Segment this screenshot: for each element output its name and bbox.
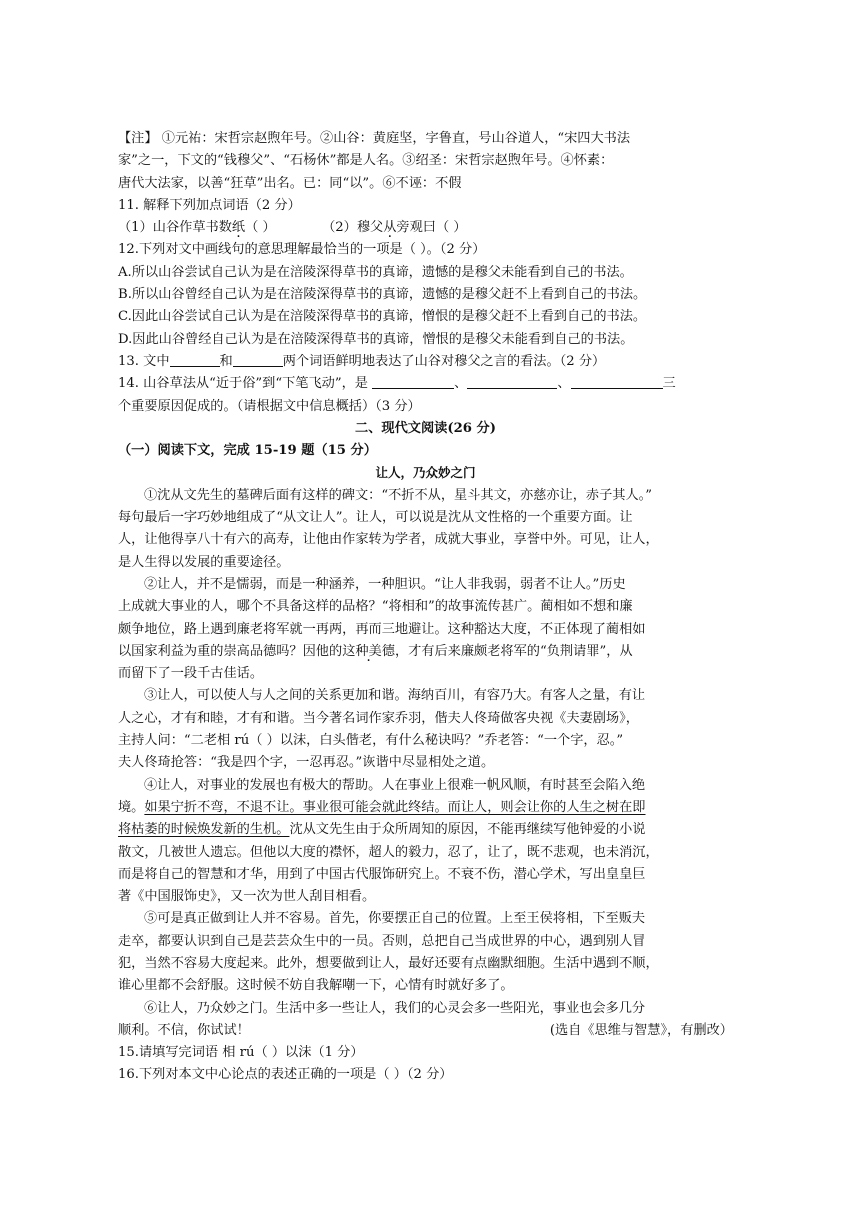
p5-line: 犯，当然不容易大度起来。此外，想要做到让人，最好还要有点幽默细胞。生活中遇到不顺， bbox=[118, 955, 659, 971]
p2-text: 以国家利益为重的崇高品德吗？因他的 bbox=[118, 643, 343, 659]
q14-text-post: 三 bbox=[662, 376, 676, 392]
question-12-option-a[interactable]: A.所以山谷尝试自己认为是在涪陵深得草书的真谛，遗憾的是穆父未能看到自己的书法。 bbox=[118, 264, 633, 280]
q11-item2-dotted-word: 从 bbox=[383, 220, 397, 236]
p6-line: ⑥让人，乃众妙之门。生活中多一些让人，我们的心灵会多一些阳光，事业也会多几分 bbox=[144, 1000, 646, 1016]
question-12-option-d[interactable]: D.因此山谷曾经自己认为是在涪陵深得草书的真谛，憎恨的是穆父未能看到自己的书法。 bbox=[118, 331, 634, 347]
q11-item1-dotted-word: 纸 bbox=[231, 220, 246, 236]
p4-line bbox=[118, 797, 733, 819]
p1-line: 每句最后一字巧妙地组成了“从文让人”。让人，可以说是沈从文性格的一个重要方面。让 bbox=[118, 510, 633, 526]
q14-separator: 、 bbox=[454, 376, 468, 392]
paragraph-5 bbox=[118, 908, 733, 997]
q11-item1-answer-paren[interactable]: （ ） bbox=[245, 220, 276, 236]
p3-line: 主持人问：“二老相 rú（ ）以沫，白头偕老，有什么秘诀吗？”乔老答：“一个字，忍。” bbox=[118, 733, 624, 749]
p4-underlined-sentence: 将枯萎的时候焕发新的生机。 bbox=[118, 822, 290, 838]
p4-text: 境。 bbox=[118, 799, 145, 815]
question-12-option-c[interactable]: C.因此山谷尝试自己认为是在涪陵深得草书的真谛，憎恨的是穆父赶不上看到自己的书法。 bbox=[118, 309, 647, 325]
question-12-stem: 12.下列对文中画线句的意思理解最恰当的一项是（ ）。（2 分） bbox=[118, 242, 486, 258]
p6-line bbox=[118, 1020, 733, 1042]
q11-item2-text: （2）穆父 bbox=[322, 220, 384, 236]
p2-dotted-phrase: 这种美德 bbox=[342, 643, 395, 659]
question-14-line-1 bbox=[118, 373, 733, 395]
q11-item2-answer[interactable]: 旁观曰（ ） bbox=[396, 220, 467, 236]
p5-line: ⑤可是真正做到让人并不容易。首先，你要摆正自己的位置。上至王侯将相，下至贩夫 bbox=[144, 911, 646, 927]
paragraph-4 bbox=[118, 775, 733, 909]
p3-line: 人之心，才有和睦，才有和谐。当今著名词作家乔羽，偕夫人佟琦做客央视《夫妻剧场》， bbox=[118, 710, 639, 726]
p2-line: 而留下了一段千古佳话。 bbox=[118, 666, 264, 682]
q13-text-mid: 和 bbox=[219, 353, 233, 369]
q11-item1-text: （1）山谷作草书数 bbox=[118, 220, 232, 236]
p4-line: ④让人，对事业的发展也有极大的帮助。人在事业上很难一帆风顺，有时甚至会陷入绝 bbox=[144, 777, 646, 793]
note-line-1: 【注】 ①元祐：宋哲宗赵煦年号。②山谷：黄庭坚，字鲁直，号山谷道人，“宋四大书法 bbox=[118, 131, 631, 146]
q13-blank-1[interactable] bbox=[170, 352, 220, 367]
exam-page bbox=[118, 128, 733, 1087]
section-heading: 二、现代文阅读(26 分) bbox=[355, 420, 496, 436]
p1-line: ①沈从文先生的墓碑后面有这样的碑文：“不折不从，星斗其文，亦慈亦让，赤子其人。” bbox=[144, 487, 653, 503]
p1-line: 人，让他得享八十有六的高寿，让他由作家转为学者，成就大事业，享誉中外。可见，让人， bbox=[118, 532, 659, 548]
p3-line: 夫人佟琦抢答：“我是四个字，一忍再忍。”诙谐中尽显相处之道。 bbox=[118, 755, 495, 771]
question-14-line-2: 个重要原因促成的。（请根据文中信息概括）（3 分） bbox=[118, 398, 421, 414]
paragraph-6 bbox=[118, 998, 733, 1043]
part-heading: （一）阅读下文，完成 15-19 题（15 分） bbox=[118, 443, 377, 459]
p4-text: 沈从文先生由于众所周知的原因，不能再继续写他钟爱的小说 bbox=[289, 822, 646, 838]
question-11-stem: 11. 解释下列加点词语（2 分） bbox=[118, 197, 301, 213]
p4-line: 而是将自己的智慧和才华，用到了中国古代服饰研究上。不衰不伤，潜心学术，写出皇皇巨 bbox=[118, 866, 646, 882]
paragraph-2 bbox=[118, 574, 733, 685]
paragraph-3 bbox=[118, 685, 733, 774]
p1-line: 是人生得以发展的重要途径。 bbox=[118, 554, 290, 570]
question-15: 15.请填写完词语 相 rú（ ）以沫（1 分） bbox=[118, 1045, 364, 1061]
article-source: (选自《思维与智慧》，有删改） bbox=[549, 1022, 733, 1038]
p2-line: 上成就大事业的人，哪个不具备这样的品格？“将相和”的故事流传甚广。蔺相如不想和廉 bbox=[118, 599, 633, 615]
question-11-items bbox=[118, 217, 733, 239]
question-16: 16.下列对本文中心论点的表述正确的一项是（ ）（2 分） bbox=[118, 1067, 453, 1083]
note-line-2: 家”之一，下文的“钱穆父”、“石杨休”都是人名。③绍圣：宋哲宗赵煦年号。④怀素： bbox=[118, 153, 614, 169]
p3-line: ③让人，可以使人与人之间的关系更加和谐。海纳百川，有容乃大。有客人之量，有让 bbox=[144, 688, 646, 704]
q13-text-pre: 13. 文中 bbox=[118, 353, 170, 369]
article-title: 让人，乃众妙之门 bbox=[375, 465, 476, 481]
q14-blank-2[interactable] bbox=[467, 374, 557, 389]
p5-line: 走卒，都要认识到自己是芸芸众生中的一员。否则，总把自己当成世界的中心，遇到别人冒 bbox=[118, 933, 646, 949]
p2-line: 颇争地位，路上遇到廉老将军就一再两，再而三地避让。这种豁达大度，不正体现了蔺相如 bbox=[118, 621, 646, 637]
p2-line bbox=[118, 641, 733, 663]
q13-text-post: 两个词语鲜明地表达了山谷对穆父之言的看法。（2 分） bbox=[282, 353, 606, 369]
paragraph-1 bbox=[118, 485, 733, 574]
p6-text: 顺利。不信，你试试！ bbox=[118, 1022, 250, 1038]
q14-text-pre: 14. 山谷草法从“近于俗”到“下笔飞动”，是 bbox=[118, 376, 373, 392]
q14-separator: 、 bbox=[557, 376, 571, 392]
q14-blank-3[interactable] bbox=[571, 374, 663, 389]
p5-line: 谁心里都不会舒服。这时候不妨自我解嘲一下，心情有时就好多了。 bbox=[118, 978, 514, 994]
q13-blank-2[interactable] bbox=[233, 352, 283, 367]
p2-text: ，才有后来廉颇老将军的“负荆请罪”，从 bbox=[394, 643, 633, 659]
p4-underlined-sentence: 如果宁折不弯，不退不让。事业很可能会就此终结。而让人，则会让你的人生之树在即 bbox=[144, 799, 646, 815]
p2-line: ②让人，并不是懦弱，而是一种涵养，一种胆识。“让人非我弱，弱者不让人。”历史 bbox=[144, 576, 626, 592]
question-13 bbox=[118, 351, 733, 373]
p4-line: 散文，几被世人遗忘。但他以大度的襟怀，超人的毅力，忍了，让了，既不悲观，也未消沉， bbox=[118, 844, 659, 860]
q14-blank-1[interactable] bbox=[372, 374, 454, 389]
note-line-3: 唐代大法家，以善“狂草”出名。已：同“以”。⑥不诬：不假 bbox=[118, 175, 462, 191]
p4-line: 著《中国服饰史》，又一次为世人刮目相看。 bbox=[118, 889, 376, 905]
question-12-option-b[interactable]: B.所以山谷曾经自己认为是在涪陵深得草书的真谛，遗憾的是穆父赶不上看到自己的书法。 bbox=[118, 287, 647, 303]
p4-line bbox=[118, 819, 733, 841]
